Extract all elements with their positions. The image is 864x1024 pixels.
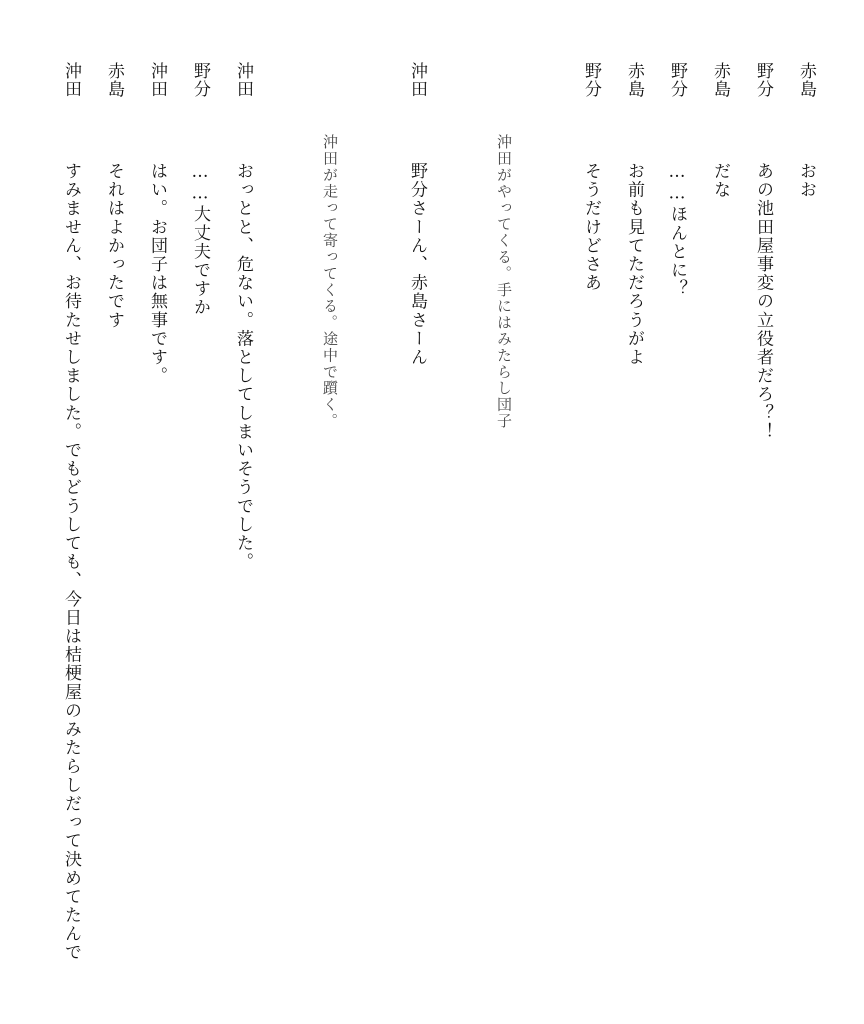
speaker-name: 赤島 — [710, 62, 730, 98]
speaker-name: 野分 — [190, 62, 210, 98]
speaker-name: 赤島 — [796, 62, 816, 98]
dialogue-text: すみません、お待たせしました。でもどうしても、今日は桔梗屋のみたらしだって決めてたんで — [61, 162, 81, 962]
dialogue-text: だな — [710, 162, 730, 200]
speaker-name: 野分 — [667, 62, 687, 98]
speaker-name: 野分 — [581, 62, 601, 98]
dialogue-text: ……ほんとに？ — [667, 162, 687, 299]
script-line — [794, 62, 818, 1002]
dialogue-text: おお — [796, 162, 816, 200]
script-line — [622, 62, 646, 1002]
stage-direction-text: 沖田が走って寄ってくる。途中で躓く。 — [321, 134, 339, 430]
speaker-name: 沖田 — [407, 62, 427, 98]
stage-direction — [318, 62, 342, 1002]
script-line — [751, 62, 775, 1002]
script-line — [188, 62, 212, 1002]
stage-direction-text: 沖田がやってくる。手にはみたらし団子 — [495, 134, 513, 430]
dialogue-text: はい。お団子は無事です。 — [147, 162, 167, 386]
script-line — [708, 62, 732, 1002]
speaker-name: 赤島 — [624, 62, 644, 98]
speaker-name: 沖田 — [233, 62, 253, 98]
script-line — [102, 62, 126, 1002]
script-line — [405, 62, 429, 1002]
dialogue-text: お前も見てただろうがよ — [624, 162, 644, 367]
speaker-name: 沖田 — [147, 62, 167, 98]
script-line — [231, 62, 255, 1002]
script-line — [579, 62, 603, 1002]
dialogue-text: そうだけどさあ — [581, 162, 601, 293]
dialogue-text: おっとと、危ない。落としてしまいそうでした。 — [233, 162, 253, 572]
script-line — [59, 62, 83, 1002]
dialogue-text: あの池田屋事変の立役者だろ？！ — [753, 162, 773, 441]
speaker-name: 沖田 — [61, 62, 81, 98]
dialogue-text: 野分さーん、赤島さーん — [407, 162, 427, 367]
dialogue-text: それはよかったです — [104, 162, 124, 330]
script-line — [145, 62, 169, 1002]
speaker-name: 野分 — [753, 62, 773, 98]
script-line — [665, 62, 689, 1002]
dialogue-text: ……大丈夫ですか — [190, 162, 210, 317]
stage-direction — [492, 62, 516, 1002]
speaker-name: 赤島 — [104, 62, 124, 98]
